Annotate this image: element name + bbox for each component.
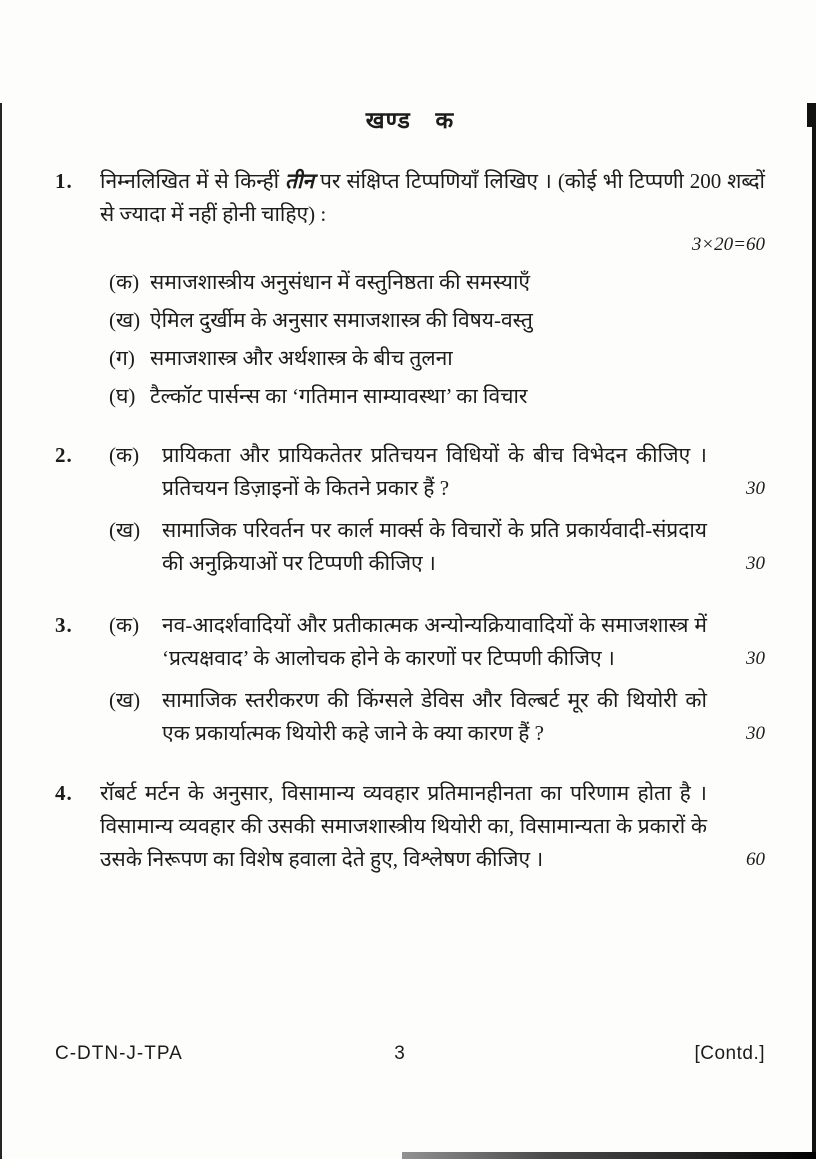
part-label: (ख) [109, 518, 141, 542]
question-4 [55, 777, 765, 876]
question-2-part-kha [100, 514, 765, 580]
question-3-body [100, 609, 765, 750]
question-1-text [100, 165, 765, 231]
question-3-part-ka [100, 609, 765, 675]
question-3-number: 3. [55, 613, 73, 637]
scan-bottom-bar [402, 1152, 816, 1159]
part-label: (क) [109, 443, 140, 467]
part-marks: 30 [746, 553, 765, 574]
part-text: सामाजिक परिवर्तन पर कार्ल मार्क्स के विचारों के प्रति प्रकार्यवादी-संप्रदाय की अनुक्रियाओं पर टिप्पणी कीजिए । [162, 518, 707, 575]
question-4-body [100, 777, 765, 876]
item-text: टैल्कॉट पार्सन्स का ‘गतिमान साम्यावस्था’ का विचार [150, 384, 528, 408]
question-1-body [100, 165, 765, 413]
question-2 [55, 439, 765, 580]
section-heading: खण्ड क [365, 108, 455, 133]
part-marks: 30 [746, 723, 765, 744]
item-text: ऐमिल दुर्खीम के अनुसार समाजशास्त्र की विषय-वस्तु [150, 308, 533, 332]
question-1-item-kha [100, 304, 765, 337]
question-2-body [100, 439, 765, 580]
scan-edge-right [812, 103, 816, 1159]
part-marks: 30 [746, 478, 765, 499]
question-1-marks: 3×20=60 [691, 234, 765, 255]
item-label: (ग) [109, 346, 135, 370]
question-1-text-pre: निम्नलिखित में से किन्हीं [100, 169, 285, 193]
item-label: (घ) [109, 384, 136, 408]
question-1-number: 1. [55, 169, 73, 193]
question-2-part-ka [100, 439, 765, 505]
scan-corner-top-right [807, 103, 816, 127]
question-1-item-ga [100, 342, 765, 375]
paper-code: C-DTN-J-TPA [55, 1043, 183, 1064]
question-4-row [100, 777, 765, 876]
page-number: 3 [394, 1043, 406, 1064]
part-text: नव-आदर्शवादियों और प्रतीकात्मक अन्योन्यक्रियावादियों के समाजशास्त्र में ‘प्रत्यक्षवाद’ के आलोचक होने के कारणों पर टिप्पणी कीजिए । [162, 613, 707, 670]
part-text: सामाजिक स्तरीकरण की किंग्सले डेविस और विल्बर्ट मूर की थियोरी को एक प्रकार्यात्मक थियोरी कहे जाने के क्या कारण हैं ? [162, 688, 707, 745]
item-label: (ख) [109, 308, 141, 332]
part-label: (ख) [109, 688, 141, 712]
question-4-number: 4. [55, 781, 73, 805]
question-1-emphasis: तीन [285, 169, 315, 193]
question-2-number: 2. [55, 443, 73, 467]
part-label: (क) [109, 613, 140, 637]
question-3-part-kha [100, 684, 765, 750]
question-3 [55, 609, 765, 750]
question-1-item-gha [100, 380, 765, 413]
exam-paper-page [0, 103, 816, 1159]
item-text: समाजशास्त्रीय अनुसंधान में वस्तुनिष्ठता की समस्याएँ [150, 270, 530, 294]
question-4-text: रॉबर्ट मर्टन के अनुसार, विसामान्य व्यवहार प्रतिमानहीनता का परिणाम होता है । विसामान्य व्यवहार की उसकी समाजशास्त्रीय थियोरी का, विसामान्यता के प्रकारों के उसके निरूपण का विशेष हवाला देते हुए, विश्लेषण कीजिए । [100, 781, 707, 871]
question-1-items [100, 266, 765, 413]
scan-edge-left [0, 103, 2, 1159]
question-1-text-post: पर संक्षिप्त टिप्पणियाँ लिखिए । (कोई भी टिप्पणी 200 शब्दों से ज्यादा में नहीं होनी चाहिए) : [100, 169, 766, 226]
contd-label: [Contd.] [694, 1043, 766, 1064]
question-1-item-ka [100, 266, 765, 299]
page-footer [55, 1043, 765, 1065]
question-4-marks: 60 [746, 849, 765, 870]
part-text: प्रायिकता और प्रायिकतेतर प्रतिचयन विधियों के बीच विभेदन कीजिए । प्रतिचयन डिज़ाइनों के कितने प्रकार हैं ? [162, 443, 707, 500]
part-marks: 30 [746, 648, 765, 669]
question-1 [55, 165, 765, 413]
item-text: समाजशास्त्र और अर्थशास्त्र के बीच तुलना [150, 346, 453, 370]
item-label: (क) [109, 270, 140, 294]
